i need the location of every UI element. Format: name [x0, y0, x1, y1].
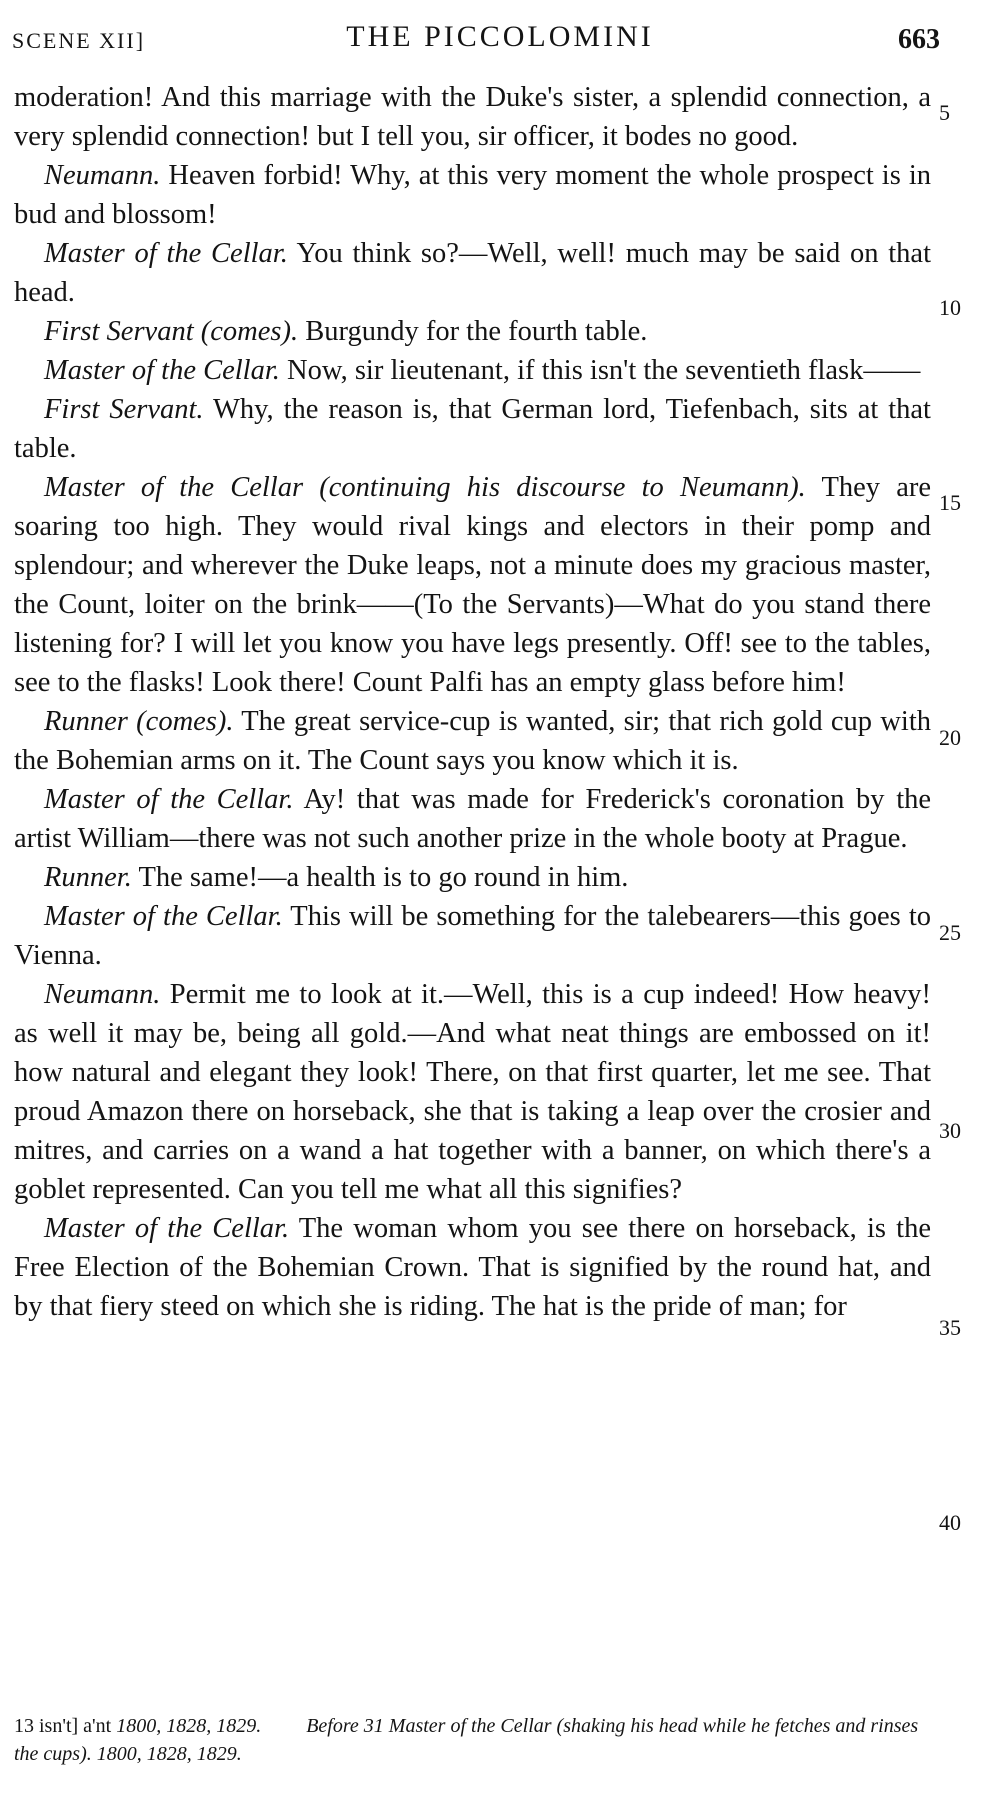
- speaker-name: Master of the Cellar.: [44, 901, 283, 932]
- paragraph: [14, 897, 931, 975]
- page-title: THE PICCOLOMINI: [346, 20, 654, 53]
- line-number: 5: [939, 100, 950, 125]
- paragraph: [14, 702, 931, 780]
- line-number: 15: [939, 490, 961, 515]
- running-head: [0, 0, 1000, 80]
- footnote-note: Master of the Cellar (shaking his head while he fetches and rinses the cups). 1800, 1828, 1829.: [14, 1715, 919, 1765]
- paragraph: [14, 156, 931, 234]
- page-number: 663: [898, 24, 940, 55]
- footnote-editions: 1800, 1828, 1829.: [116, 1715, 262, 1737]
- footnote-reference: 13 isn't] a'nt: [14, 1715, 117, 1737]
- line-number: 40: [939, 1510, 961, 1535]
- paragraph: [14, 1209, 931, 1326]
- paragraph-text: You think so?—Well, well! much may be said on that head.: [14, 238, 932, 308]
- speaker-name: First Servant.: [44, 394, 204, 425]
- line-number: 35: [939, 1315, 961, 1340]
- speaker-name: Master of the Cellar: [44, 472, 304, 503]
- paragraph-text: Permit me to look at it.—Well, this is a cup indeed! How heavy! as well it may be, being all gold.—And what neat things are embossed on it! how natural and elegant they look! There, on that first quarter, let me see. That proud Amazon there on horseback, she that is taking a leap over the crosier and mitres, and carries on a wand a hat together with a banner, on which there's a goblet represented. Can you tell me what all this signifies?: [14, 979, 931, 1205]
- stage-direction: (comes).: [193, 316, 299, 347]
- stage-direction: (continuing his discourse to Neumann).: [303, 472, 806, 503]
- paragraph-text: Burgundy for the fourth table.: [298, 316, 648, 347]
- footnote: [14, 1712, 931, 1768]
- paragraph: [14, 390, 931, 468]
- speaker-name: Master of the Cellar.: [44, 355, 280, 386]
- paragraph-text: Why, the reason is, that German lord, Tiefenbach, sits at that table.: [14, 394, 931, 464]
- speaker-name: Runner.: [44, 862, 132, 893]
- paragraph-text: Heaven forbid! Why, at this very moment the whole prospect is in bud and blossom!: [14, 160, 931, 230]
- paragraph-text: This will be something for the talebearers—this goes to Vienna.: [14, 901, 931, 971]
- speaker-name: Runner: [44, 706, 128, 737]
- paragraph: [14, 975, 931, 1209]
- paragraph: [14, 234, 931, 312]
- paragraph-text: The same!—a health is to go round in him.: [131, 862, 629, 893]
- paragraph: [14, 312, 931, 351]
- scene-label: SCENE XII]: [12, 28, 146, 53]
- paragraph: [14, 78, 931, 156]
- paragraph-text: The great service-cup is wanted, sir; that rich gold cup with the Bohemian arms on it. The Count says you know which it is.: [14, 706, 931, 776]
- speaker-name: Neumann.: [44, 979, 161, 1010]
- paragraph: [14, 780, 931, 858]
- paragraph: [14, 351, 931, 390]
- stage-direction: (comes).: [127, 706, 234, 737]
- paragraph: [14, 468, 931, 702]
- line-number: 10: [939, 295, 961, 320]
- paragraph-text: Ay! that was made for Frederick's coronation by the artist William—there was not such another prize in the whole booty at Prague.: [14, 784, 932, 854]
- line-number: 20: [939, 725, 961, 750]
- paragraph-text: Now, sir lieutenant, if this isn't the seventieth flask——: [279, 355, 921, 386]
- paragraph-text: moderation! And this marriage with the Duke's sister, a splendid connection, a very splendid connection! but I tell you, sir officer, it bodes no good.: [14, 82, 931, 152]
- text-column: [14, 78, 931, 1326]
- footnote-reference: Before 31: [306, 1715, 389, 1737]
- speaker-name: Master of the Cellar.: [44, 784, 294, 815]
- paragraph: [14, 858, 931, 897]
- speaker-name: Master of the Cellar.: [44, 238, 288, 269]
- speaker-name: Neumann.: [44, 160, 161, 191]
- speaker-name: First Servant: [44, 316, 194, 347]
- paragraph-text: They are soaring too high. They would rival kings and electors in their pomp and splendour; and wherever the Duke leaps, not a minute does my gracious master, the Count, loiter on the brink——(To the Servants)—What do you stand there listening for? I will let you know you have legs presently. Off! see to the tables, see to the flasks! Look there! Count Palfi has an empty glass before him!: [14, 472, 931, 698]
- line-number: 30: [939, 1118, 961, 1143]
- line-number: 25: [939, 920, 961, 945]
- paragraph-text: The woman whom you see there on horseback, is the Free Election of the Bohemian Crown. That is signified by the round hat, and by that fiery steed on which she is riding. The hat is the pride of man; for: [14, 1213, 931, 1322]
- speaker-name: Master of the Cellar.: [44, 1213, 290, 1244]
